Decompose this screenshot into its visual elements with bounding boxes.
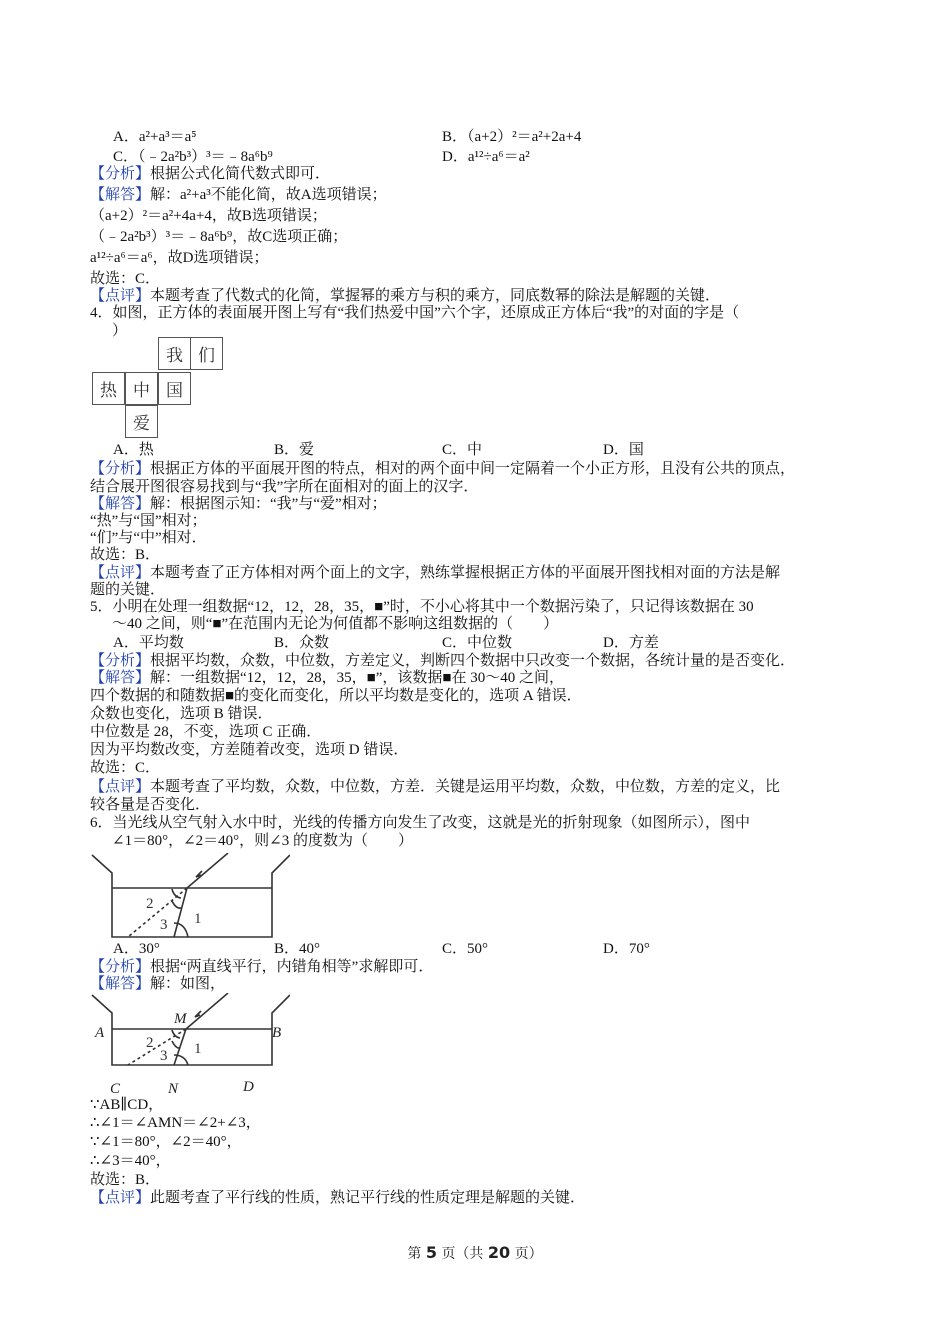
answer-tag: 【解答】: [90, 976, 151, 992]
answer-line: 解：如图，: [150, 976, 226, 992]
comment-tag: 【点评】: [90, 565, 151, 581]
q6-option-a: A．30°: [113, 941, 160, 957]
point-label-n: N: [168, 1081, 179, 1097]
angle-label-2: 2: [146, 1035, 154, 1051]
net-cell: 我: [158, 337, 191, 370]
net-cell: 国: [158, 372, 191, 405]
comment-text: 较各量是否变化．: [90, 797, 211, 813]
q4-option-d: D．国: [603, 442, 644, 458]
q4-option-c: C．中: [442, 442, 483, 458]
comment-text: 本题考查了平均数，众数，中位数，方差．关键是运用平均数，众数，中位数，方差的定义，比: [150, 779, 781, 795]
footer-prefix: 第: [407, 1246, 422, 1262]
answer-line: 解：a²+a³不能化简，故A选项错误；: [150, 187, 387, 203]
comment-tag: 【点评】: [90, 288, 151, 304]
q5-stem: 5．小明在处理一组数据“12，12，28，35，■”时，不小心将其中一个数据污染了，只记得该数据在 30: [90, 599, 754, 615]
q6-answer: [90, 975, 225, 993]
point-label-d: D: [243, 1079, 254, 1095]
net-cell: 中: [125, 372, 158, 405]
answer-line: 故选：B．: [90, 547, 161, 563]
analysis-text: 根据公式化简代数式即可．: [150, 166, 331, 182]
answer-line: 四个数据的和随数据■的变化而变化，所以平均数是变化的，选项 A 错误．: [90, 688, 582, 704]
q6-option-b: B．40°: [274, 941, 321, 957]
answer-line: a¹²÷a⁶＝a⁶，故D选项错误；: [90, 250, 269, 266]
analysis-text: 根据“两直线平行，内错角相等”求解即可．: [150, 959, 434, 975]
q3-comment: [90, 287, 720, 305]
q5-answer: [90, 669, 564, 687]
net-cell: 热: [92, 372, 125, 405]
point-label-c: C: [110, 1081, 121, 1097]
footer-suffix: 页）: [514, 1246, 543, 1262]
analysis-tag: 【分析】: [90, 461, 151, 477]
answer-line: 解：一组数据“12，12，28，35，■”，该数据■在 30～40 之间，: [150, 670, 564, 686]
q3-option-a: A．a²+a³＝a⁵: [113, 129, 197, 145]
answer-line: ∴∠3＝40°，: [90, 1153, 171, 1169]
angle-label-2: 2: [146, 896, 154, 912]
answer-line: ∵∠1＝80°，∠2＝40°，: [90, 1134, 242, 1150]
q3-answer: [90, 186, 387, 204]
total-page-count: 20: [487, 1243, 511, 1262]
q5-option-b: B．众数: [274, 635, 330, 651]
answer-line: （﹣2a²b³）³＝﹣8a⁶b⁹，故C选项正确；: [90, 229, 348, 245]
answer-line: 中位数是 28，不变，选项 C 正确．: [90, 724, 322, 740]
q4-stem: 4．如图，正方体的表面展开图上写有“我们热爱中国”六个字，还原成正方体后“我”的对面的字是（: [90, 305, 740, 321]
q5-comment: [90, 778, 780, 796]
answer-line: 故选：B．: [90, 1172, 161, 1188]
angle-label-1: 1: [194, 911, 202, 927]
answer-line: 因为平均数改变，方差随着改变，选项 D 错误．: [90, 742, 409, 758]
q5-stem-cont: ～40 之间，则“■”在范围内无论为何值都不影响这组数据的（ ）: [112, 616, 559, 632]
angle-label-1: 1: [194, 1041, 202, 1057]
analysis-tag: 【分析】: [90, 166, 151, 182]
cube-net-figure: [90, 337, 230, 442]
answer-tag: 【解答】: [90, 496, 151, 512]
refraction-figure: [90, 853, 290, 941]
angle-label-3: 3: [160, 917, 168, 933]
comment-tag: 【点评】: [90, 1190, 151, 1206]
answer-line: 故选：C．: [90, 760, 161, 776]
q5-option-d: D．方差: [603, 635, 659, 651]
analysis-tag: 【分析】: [90, 653, 151, 669]
page-footer: [0, 1243, 950, 1263]
q4-analysis: [90, 460, 795, 478]
answer-line: 解：根据图示知：“我”与“爱”相对；: [150, 496, 387, 512]
point-label-m: M: [174, 1011, 187, 1027]
q6-stem-cont: ∠1＝80°，∠2＝40°，则∠3 的度数为（ ）: [112, 833, 413, 849]
net-cell: 爱: [125, 405, 158, 438]
q5-option-a: A．平均数: [113, 635, 184, 651]
answer-line: “们”与“中”相对．: [90, 530, 207, 546]
answer-tag: 【解答】: [90, 187, 151, 203]
comment-text: 题的关键．: [90, 582, 166, 598]
q3-option-d: D．a¹²÷a⁶＝a²: [442, 149, 530, 165]
answer-line: ∴∠1＝∠AMN＝∠2+∠3，: [90, 1115, 261, 1131]
answer-line: 故选：C．: [90, 271, 161, 287]
point-label-b: B: [272, 1025, 282, 1041]
q6-stem: 6．当光线从空气射入水中时，光线的传播方向发生了改变，这就是光的折射现象（如图所示），图中: [90, 815, 751, 831]
q3-option-b: B．（a+2）²＝a²+2a+4: [442, 129, 582, 145]
net-cell: 们: [190, 337, 223, 370]
q3-option-c: C．（﹣2a²b³）³＝﹣8a⁶b⁹: [113, 149, 273, 165]
angle-label-3: 3: [160, 1048, 168, 1064]
q6-option-d: D．70°: [603, 941, 650, 957]
point-label-a: A: [95, 1025, 105, 1041]
q4-option-a: A．热: [113, 442, 154, 458]
comment-text: 本题考查了代数式的化简，掌握幂的乘方与积的乘方，同底数幂的除法是解题的关键．: [150, 288, 721, 304]
answer-tag: 【解答】: [90, 670, 151, 686]
answer-line: “热”与“国”相对；: [90, 513, 207, 529]
answer-line: 众数也变化，选项 B 错误．: [90, 706, 273, 722]
q3-analysis: [90, 165, 330, 183]
q6-comment: [90, 1189, 585, 1207]
answer-line: （a+2）²＝a²+4a+4，故B选项错误；: [90, 208, 327, 224]
q4-comment: [90, 564, 780, 582]
footer-middle: 页（共: [441, 1246, 484, 1262]
labeled-refraction-figure: [90, 993, 290, 1098]
comment-text: 本题考查了正方体相对两个面上的文字，熟练掌握根据正方体的平面展开图找相对面的方法是解: [150, 565, 781, 581]
current-page-number: 5: [425, 1243, 437, 1262]
q4-stem-cont: ）: [112, 323, 128, 339]
q4-answer: [90, 495, 387, 513]
q6-analysis: [90, 958, 433, 976]
analysis-tag: 【分析】: [90, 959, 151, 975]
comment-tag: 【点评】: [90, 779, 151, 795]
q5-option-c: C．中位数: [442, 635, 513, 651]
q6-option-c: C．50°: [442, 941, 489, 957]
analysis-text: 根据正方体的平面展开图的特点，相对的两个面中间一定隔着一个小正方形，且没有公共的顶点，: [150, 461, 796, 477]
comment-text: 此题考查了平行线的性质，熟记平行线的性质定理是解题的关键．: [150, 1190, 586, 1206]
q5-analysis: [90, 652, 795, 670]
answer-line: ∵AB∥CD，: [90, 1097, 164, 1113]
analysis-text: 结合展开图很容易找到与“我”字所在面相对的面上的汉字．: [90, 479, 479, 495]
q4-option-b: B．爱: [274, 442, 315, 458]
analysis-text: 根据平均数，众数，中位数，方差定义，判断四个数据中只改变一个数据，各统计量的是否变化．: [150, 653, 796, 669]
